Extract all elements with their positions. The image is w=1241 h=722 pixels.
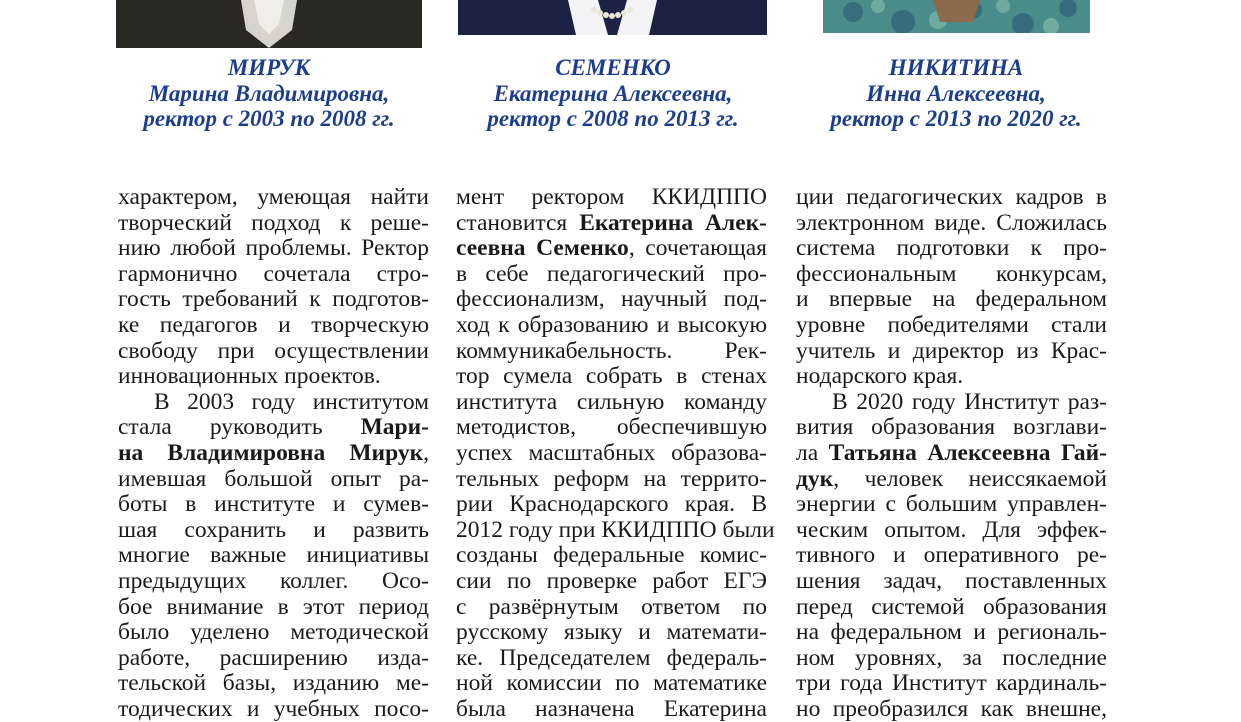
text-line: боты в институте и сумев- <box>118 491 429 518</box>
text-line: тельской базы, изданию ме- <box>118 670 429 697</box>
text-line: тодических и учебных посо- <box>118 695 429 722</box>
caption-surname: СЕМЕНКО <box>555 55 671 80</box>
text-fragment: , сочетающая <box>628 235 767 262</box>
caption-tenure: ректор с 2008 по 2013 гг. <box>487 106 739 132</box>
caption-surname: НИКИТИНА <box>888 55 1024 80</box>
text-line: ке. Председателем федераль- <box>456 644 767 671</box>
text-line: учитель и директор из Крас- <box>796 337 1107 364</box>
text-fragment: , человек неиссякаемой <box>833 465 1107 492</box>
text-line: предыдущих коллег. Осо- <box>118 567 429 594</box>
text-line: вития образования возглави- <box>796 414 1107 441</box>
text-line: была назначена Екатерина <box>456 695 767 722</box>
text-line <box>456 236 767 262</box>
text-line: мент ректором ККИДППО <box>456 184 767 210</box>
portrait-photo-miruk <box>116 0 422 48</box>
text-line: гость требований к подготов- <box>118 286 429 313</box>
text-line: шения задач, поставленных <box>796 567 1107 594</box>
text-line: ход к образованию и высокую <box>456 311 767 338</box>
text-line: В 2003 году институтом <box>154 388 429 415</box>
text-line: система подготовки к про- <box>796 235 1107 262</box>
text-line: ном уровнях, за последние <box>796 644 1107 671</box>
text-line: тор сумела собрать в стенах <box>456 363 767 390</box>
text-line: нодарского края. <box>796 363 964 390</box>
text-line: с развёрнутым ответом по <box>456 593 767 620</box>
portrait-photo-icon <box>823 0 1090 33</box>
text-line: В 2020 году Институт раз- <box>832 388 1107 415</box>
text-line: ции педагогических кадров в <box>796 184 1107 210</box>
caption-tenure: ректор с 2013 по 2020 гг. <box>830 106 1082 132</box>
text-line: инновационных проектов. <box>118 363 381 390</box>
text-line: в себе педагогический про- <box>456 260 767 287</box>
text-line: шая сохранить и развить <box>118 516 429 543</box>
caption-given-name: Екатерина Алексеевна, <box>493 80 733 106</box>
text-line <box>118 441 429 467</box>
text-line: методистов, обеспечившую <box>456 414 767 441</box>
text-line: успех масштабных образова- <box>456 439 767 466</box>
text-line: ке педагогов и творческую <box>118 311 429 338</box>
rector-name-bold: Мари- <box>360 414 429 441</box>
rector-name-bold: сеевна Семенко <box>456 235 629 262</box>
rector-name-bold: Екатерина Алек- <box>579 209 768 236</box>
text-line: русскому языку и математи- <box>456 619 767 646</box>
rector-name-bold: на Владимировна Мирук <box>118 439 424 466</box>
text-line: на федеральном и региональ- <box>796 619 1107 646</box>
text-line: перед системой образования <box>796 593 1107 620</box>
text-line: но преобразился как внешне, <box>796 695 1107 722</box>
text-line: тивного и оперативного ре- <box>796 542 1107 569</box>
text-line: тельных реформ на террито- <box>456 465 767 492</box>
text-line: сии по проверке работ ЕГЭ <box>456 567 767 594</box>
text-line: нию любой проблемы. Ректор <box>118 235 429 262</box>
portrait-photo-nikitina <box>823 0 1090 33</box>
text-line: созданы федеральные комис- <box>456 542 767 569</box>
text-line: ческим опытом. Для эффек- <box>796 516 1107 543</box>
caption-surname: МИРУК <box>227 55 311 80</box>
text-line <box>796 441 1107 467</box>
text-line: фессионализм, научный под- <box>456 286 767 313</box>
text-line: было уделено методической <box>118 619 429 646</box>
caption-miruk <box>89 55 449 132</box>
text-line: коммуникабельность. Рек- <box>456 337 767 364</box>
text-column-1 <box>118 185 429 722</box>
text-line: и впервые на федеральном <box>796 286 1107 313</box>
text-line: три года Институт кардиналь- <box>796 670 1107 697</box>
text-column-2 <box>456 184 775 722</box>
text-line: энергии с большим управлен- <box>796 491 1107 518</box>
caption-given-name: Инна Алексеевна, <box>866 80 1046 106</box>
caption-given-name: Марина Владимировна, <box>148 80 390 106</box>
caption-nikitina <box>776 55 1136 132</box>
text-line: рии Краснодарского края. В <box>456 491 767 518</box>
text-line: творческий подход к реше- <box>118 209 429 236</box>
caption-tenure: ректор с 2003 по 2008 гг. <box>143 106 395 132</box>
portrait-photo-icon <box>116 0 422 48</box>
text-line: уровне победителями стали <box>796 311 1107 338</box>
portrait-photo-semenko <box>458 0 767 35</box>
text-line <box>796 467 1107 493</box>
text-line: 2012 году при ККИДППО были <box>456 516 775 543</box>
text-line: имевшая большой опыт ра- <box>118 465 429 492</box>
text-line <box>118 415 429 441</box>
text-line: многие важные инициативы <box>118 542 429 569</box>
text-line: фессиональным конкурсам, <box>796 260 1107 287</box>
text-line: свободу при осуществлении <box>118 337 429 364</box>
text-line: электронном виде. Сложилась <box>796 209 1107 236</box>
text-line: работе, расширению изда- <box>118 644 429 671</box>
text-line: института сильную команду <box>456 388 767 415</box>
portrait-photo-icon <box>458 0 767 35</box>
text-column-3 <box>796 185 1107 722</box>
text-line: гармонично сочетала стро- <box>118 260 429 287</box>
text-fragment: становится <box>456 209 580 236</box>
text-line: бое внимание в этот период <box>118 593 429 620</box>
text-line <box>456 211 767 237</box>
text-line: ной комиссии по математике <box>456 670 767 697</box>
text-fragment: , <box>423 439 429 466</box>
rector-name-bold: дук <box>796 465 834 492</box>
caption-semenko <box>433 55 793 132</box>
text-fragment: ла <box>796 439 829 466</box>
text-line: характером, умеющая найти <box>118 184 429 210</box>
rector-name-bold: Татьяна Алексеевна Гай- <box>828 439 1107 466</box>
text-fragment: стала руководить <box>118 414 361 441</box>
